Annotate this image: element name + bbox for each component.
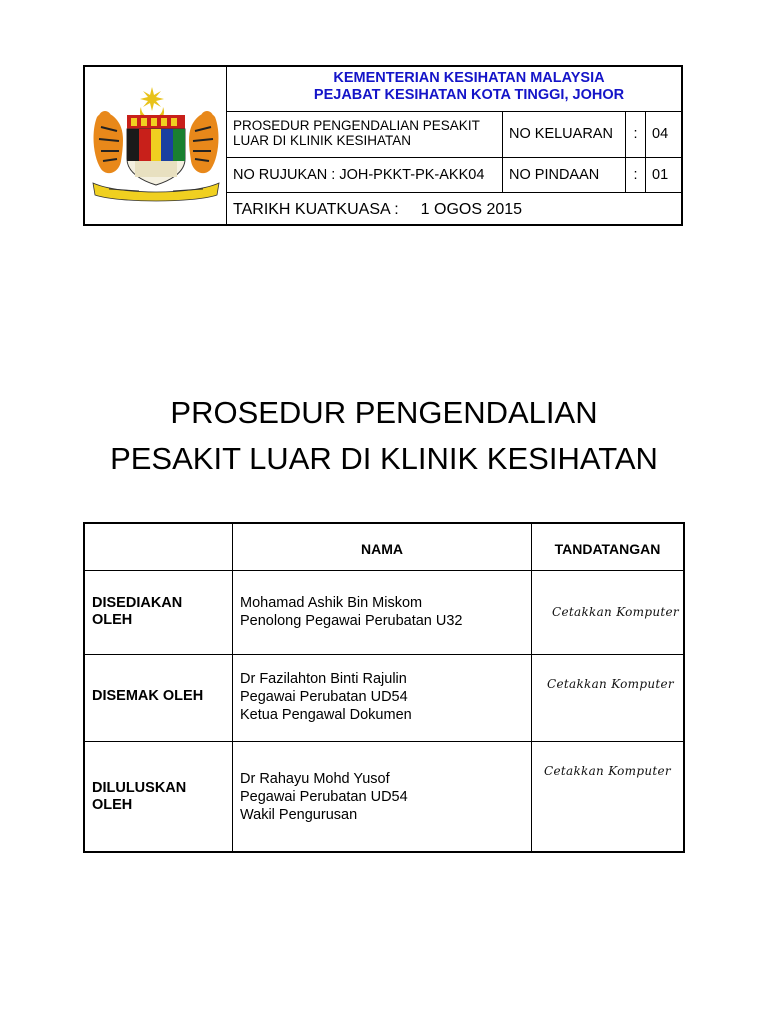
table-row (85, 742, 683, 851)
header-row-tarikh (227, 193, 681, 224)
document-header (83, 65, 683, 226)
role-line2: OLEH (92, 797, 133, 813)
name-cell (233, 571, 532, 654)
role-cell (85, 571, 233, 654)
header-empty-cell (85, 524, 233, 570)
role-label (92, 595, 228, 629)
office-name: PEJABAT KESIHATAN KOTA TINGGI, JOHOR (313, 87, 625, 103)
no-pindaan-colon-cell (626, 158, 646, 192)
no-keluaran-colon-cell (626, 112, 646, 157)
signature-text: Cetakkan Komputer (552, 605, 679, 619)
no-keluaran-colon: : (633, 126, 638, 142)
title-line2: PESAKIT LUAR DI KLINIK KESIHATAN (110, 441, 658, 476)
role-line1: DISEDIAKAN (92, 595, 183, 611)
header-nama-cell (233, 524, 532, 570)
person-title: Pegawai Perubatan UD54 (240, 789, 408, 805)
name-cell (233, 655, 532, 741)
role-cell (85, 655, 233, 741)
prosedur-line1: PROSEDUR PENGENDALIAN PESAKIT (233, 118, 480, 133)
person-name: Dr Fazilahton Binti Rajulin (240, 671, 407, 687)
no-pindaan-value-cell (646, 158, 681, 192)
table-header-row (85, 524, 683, 571)
person-role: Wakil Pengurusan (240, 807, 358, 823)
no-pindaan-value: 01 (652, 167, 669, 183)
signoff-table (83, 522, 685, 853)
person-name: Dr Rahayu Mohd Yusof (240, 771, 390, 787)
no-rujukan: NO RUJUKAN : JOH-PKKT-PK-AKK04 (233, 167, 485, 183)
no-keluaran-label: NO KELUARAN (509, 126, 613, 142)
prosedur-line2: LUAR DI KLINIK KESIHATAN (233, 133, 412, 148)
person-details (240, 594, 527, 630)
name-cell (233, 742, 532, 851)
signature-text: Cetakkan Komputer (547, 677, 674, 691)
no-keluaran-label-cell (503, 112, 626, 157)
tarikh-label: TARIKH KUATKUASA : (233, 201, 399, 218)
no-keluaran-value-cell (646, 112, 681, 157)
person-details (240, 770, 527, 824)
header-row-prosedur (227, 112, 681, 158)
signature-cell (532, 742, 683, 851)
logo-cell (85, 67, 227, 224)
no-pindaan-colon: : (633, 167, 638, 183)
prosedur-cell (227, 112, 503, 157)
role-label (92, 780, 228, 814)
no-keluaran-value: 04 (652, 126, 669, 142)
role-cell (85, 742, 233, 851)
document-title (0, 390, 768, 482)
signature-text: Cetakkan Komputer (544, 764, 671, 778)
person-title: Penolong Pegawai Perubatan U32 (240, 613, 463, 629)
no-pindaan-label-cell (503, 158, 626, 192)
header-tandatangan-cell (532, 524, 683, 570)
person-role: Ketua Pengawal Dokumen (240, 707, 412, 723)
table-row (85, 571, 683, 655)
person-title: Pegawai Perubatan UD54 (240, 689, 408, 705)
column-header-tandatangan: TANDATANGAN (554, 541, 661, 557)
person-name: Mohamad Ashik Bin Miskom (240, 595, 423, 611)
role-line2: OLEH (92, 612, 133, 628)
role-line1: DILULUSKAN (92, 780, 187, 796)
role-label (92, 688, 228, 705)
no-pindaan-label: NO PINDAAN (509, 167, 600, 183)
tarikh-kuatkuasa (233, 201, 677, 219)
column-header-nama: NAMA (361, 541, 403, 557)
tarikh-value: 1 OGOS 2015 (420, 201, 523, 218)
ministry-name: KEMENTERIAN KESIHATAN MALAYSIA (333, 70, 605, 86)
signature-cell (532, 655, 683, 741)
ministry-title-cell (227, 67, 681, 112)
red-crescent-icon (237, 72, 271, 108)
header-row-rujukan (227, 158, 681, 193)
table-row (85, 655, 683, 742)
malaysia-coat-of-arms-icon (89, 87, 223, 203)
title-line1: PROSEDUR PENGENDALIAN (170, 395, 598, 430)
person-details (240, 670, 527, 724)
no-rujukan-cell (227, 158, 503, 192)
signature-cell (532, 571, 683, 654)
role-line1: DISEMAK OLEH (92, 688, 204, 704)
